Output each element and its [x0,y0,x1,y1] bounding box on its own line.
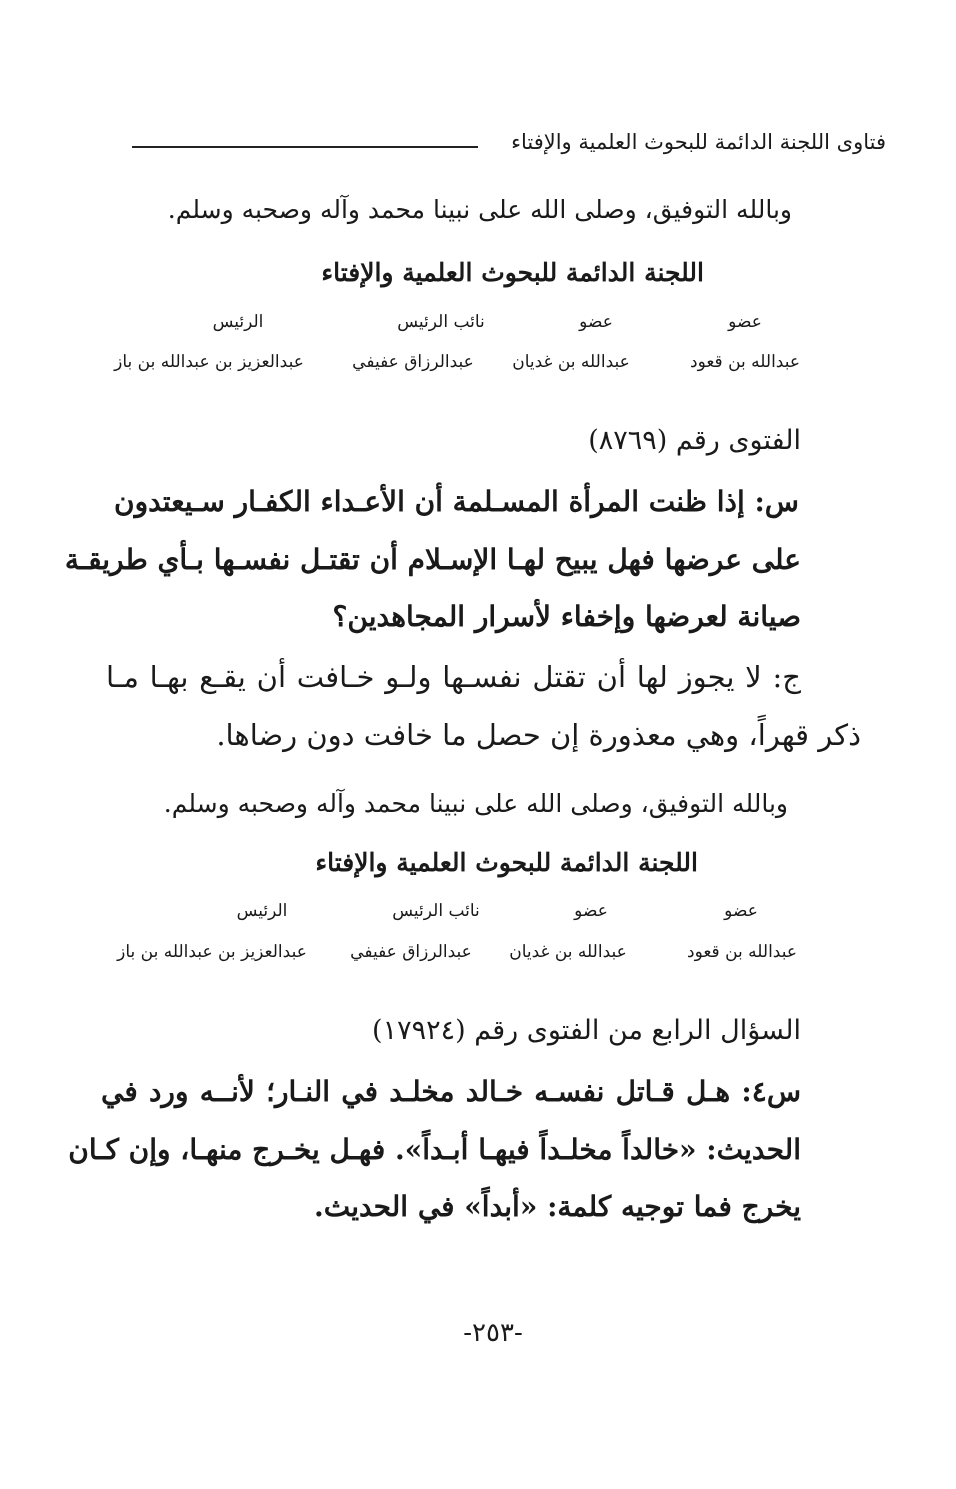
member-role: نائب الرئيس [397,312,485,332]
committee-title: اللجنة الدائمة للبحوث العلمية والإفتاء [321,258,704,287]
closing-text: وبالله التوفيق، وصلى الله على نبينا محمد وآله وصحبه وسلم. [167,195,792,224]
question-line: صيانة لعرضها وإخفاء لأسرار المجاهدين؟ [332,600,801,633]
member-role: عضو [574,901,608,921]
member-role: عضو [579,312,613,332]
member-role: عضو [724,901,758,921]
question-line: على عرضها فهل يبيح لهـا الإسـلام أن تقتـل نفسـها بـأي طريقـة [64,543,801,576]
page-number: -٢٥٣- [463,1318,523,1348]
committee-title: اللجنة الدائمة للبحوث العلمية والإفتاء [315,848,698,877]
closing-text: وبالله التوفيق، وصلى الله على نبينا محمد وآله وصحبه وسلم. [163,789,788,818]
member-name: عبدالرزاق عفيفي [352,352,474,372]
running-header-title: فتاوى اللجنة الدائمة للبحوث العلمية والإفتاء [511,130,886,154]
fatwa-number-label: السؤال الرابع من الفتوى رقم (١٧٩٢٤) [372,1015,801,1046]
answer-line: ج: لا يجوز لها أن تقتل نفسـها ولـو خـافت أن يقـع بهـا مـا [106,660,801,694]
member-role: نائب الرئيس [392,901,480,921]
question-line: يخرج فما توجيه كلمة: «أبداً» في الحديث. [313,1190,801,1223]
answer-line: ذكر قهراً، وهي معذورة إن حصل ما خافت دون رضاها. [216,718,861,752]
member-name: عبدالله بن غديان [509,942,627,962]
fatwa-number-label: الفتوى رقم (٨٧٦٩) [588,425,801,456]
header-rule [132,146,478,148]
member-role: الرئيس [236,901,288,921]
question-line: س: إذا ظنت المرأة المسـلمة أن الأعـداء الكفـار سـيعتدون [114,485,799,518]
member-name: عبدالعزيز بن عبدالله بن باز [117,942,307,962]
member-name: عبدالله بن قعود [686,942,798,962]
member-role: الرئيس [212,312,264,332]
question-line: س٤: هـل قـاتل نفسـه خـالد مخلـد في النـار؛ لأنــه ورد في [101,1075,801,1108]
question-line: الحديث: «خالداً مخلـداً فيهـا أبـداً». فهـل يخـرج منهـا، وإن كـان [68,1133,801,1166]
member-name: عبدالرزاق عفيفي [350,942,472,962]
member-name: عبدالله بن قعود [689,352,801,372]
member-role: عضو [728,312,762,332]
member-name: عبدالعزيز بن عبدالله بن باز [114,352,304,372]
member-name: عبدالله بن غديان [512,352,630,372]
